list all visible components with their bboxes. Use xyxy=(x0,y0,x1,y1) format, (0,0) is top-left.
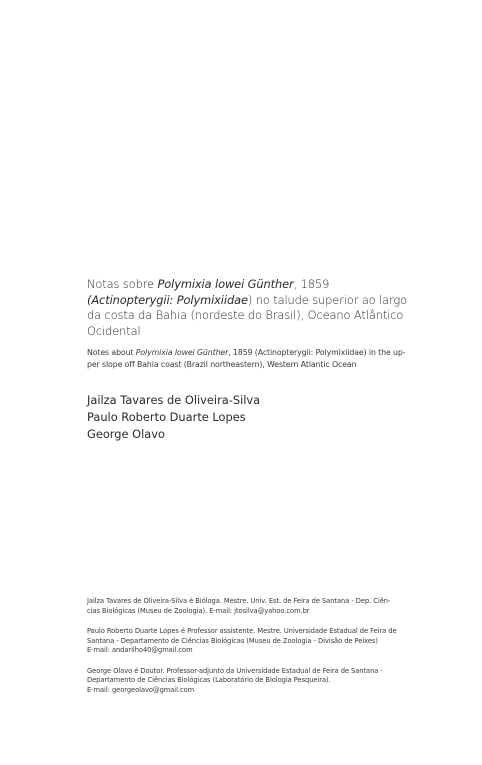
note-line: E-mail: andarilho40@gmail.com xyxy=(87,646,193,655)
note-line: E-mail: georgeolavo@gmail.com xyxy=(87,685,195,694)
author-note xyxy=(87,597,417,616)
article-title xyxy=(87,277,417,339)
author-name: Jailza Tavares de Oliveira-Silva xyxy=(87,393,261,407)
author-note xyxy=(87,667,417,696)
subtitle-line-1: Notes about Polymixia lowei Günther, 1859 (Actinopterygii: Polymixiidae) in the up- xyxy=(87,348,406,357)
note-line: George Olavo é Doutor. Professor-adjunto da Universidade Estadual de Feira de Santana - xyxy=(87,666,383,675)
title-line-3: da costa da Bahia (nordeste do Brasil), Oceano Atlântico xyxy=(87,308,404,323)
note-line: Paulo Roberto Duarte Lopes é Professor assistente. Mestre. Universidade Estadual de Feira de xyxy=(87,626,397,635)
author-notes xyxy=(87,597,417,706)
title-line-1: Notas sobre Polymixia lowei Günther, 1859 xyxy=(87,277,330,291)
title-line-4: Ocidental xyxy=(87,323,141,338)
author-list xyxy=(87,392,417,444)
species-name: Polymixia lowei Günther xyxy=(157,277,294,291)
subtitle-line-2: per slope off Bahia coast (Brazil northeastern), Western Atlantic Ocean xyxy=(87,359,357,369)
note-line: Santana - Departamento de Ciências Biológicas (Museu de Zoologia - Divisão de Peixes) xyxy=(87,636,378,645)
note-line: Jailza Tavares de Oliveira-Silva é Bióloga. Mestre. Univ. Est. de Feira de Santana - Dep. Ciên- xyxy=(87,597,391,605)
author-name: George Olavo xyxy=(87,427,165,442)
taxon-name: (Actinopterygii: Polymixiidae xyxy=(87,292,248,307)
author-note xyxy=(87,627,417,656)
title-line-2: (Actinopterygii: Polymixiidae) no talude superior ao largo xyxy=(87,292,408,307)
note-line: Departamento de Ciências Biológicas (Laboratório de Biologia Pesqueira). xyxy=(87,676,331,685)
note-line: cias Biológicas (Museu de Zoologia). E-mail: jtosilva@yahoo.com.br xyxy=(87,606,310,615)
species-name-en: Polymixia lowei Günther xyxy=(135,348,229,357)
english-title xyxy=(87,347,417,370)
author-name: Paulo Roberto Duarte Lopes xyxy=(87,410,246,425)
